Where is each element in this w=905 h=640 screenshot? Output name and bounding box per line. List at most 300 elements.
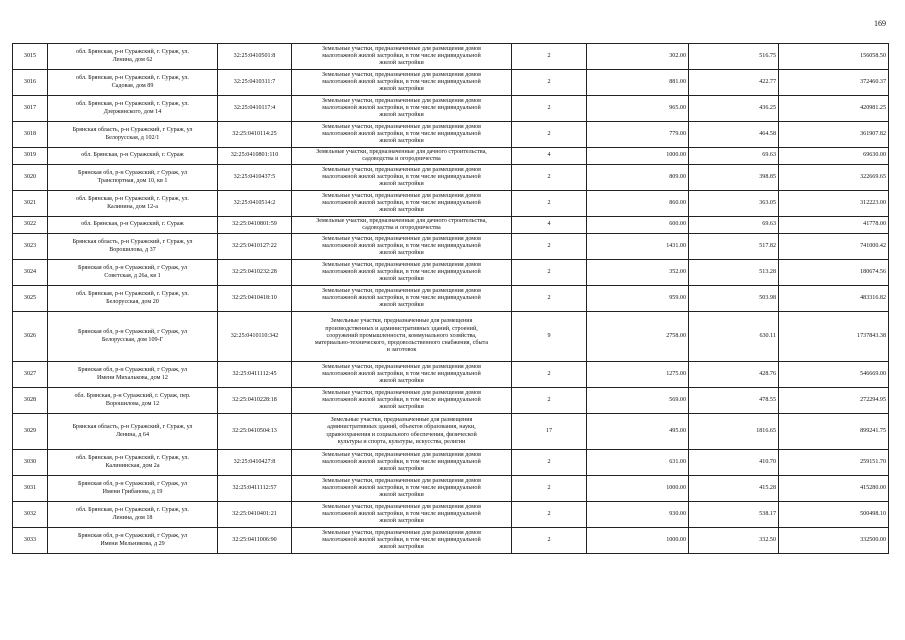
permitted-use-cell [292, 502, 512, 528]
use-category-cell-text: 2 [547, 242, 551, 249]
row-number [13, 450, 48, 476]
specific-value-cell [689, 414, 779, 450]
cadastral-value-cell [779, 70, 889, 96]
permitted-use-cell [292, 96, 512, 122]
address-cell-text: обл. Брянская, р-н Суражский, г. Сураж [81, 221, 184, 228]
cadastral-value-cell-text: 361907.82 [860, 130, 886, 137]
permitted-use-cell-text: Земельные участки, предназначенные для размещения домов малоэтажной жилой застройки, в том числе индивидуальной жилой застройки [321, 503, 482, 525]
table-row [13, 286, 889, 312]
address-cell [48, 148, 218, 165]
address-cell [48, 191, 218, 217]
cadastral-value-cell-text: 372460.37 [860, 78, 886, 85]
row-number-text: 3027 [23, 370, 37, 377]
use-category-cell-text: 2 [547, 458, 551, 465]
permitted-use-cell [292, 414, 512, 450]
use-category-cell [512, 234, 587, 260]
specific-value-cell [689, 148, 779, 165]
use-category-cell [512, 217, 587, 234]
specific-value-cell [689, 476, 779, 502]
cadastral-number-cell [218, 122, 292, 148]
use-category-cell-text: 9 [547, 332, 551, 339]
cadastral-number-cell [218, 476, 292, 502]
specific-value-cell-text: 517.82 [759, 242, 776, 249]
area-cell [587, 217, 689, 234]
cadastral-value-cell [779, 450, 889, 476]
address-cell [48, 528, 218, 554]
table-row [13, 312, 889, 362]
specific-value-cell-text: 422.77 [759, 78, 776, 85]
table-row [13, 165, 889, 191]
cadastral-value-cell-text: 415280.00 [860, 484, 886, 491]
cadastral-value-cell [779, 44, 889, 70]
use-category-cell-text: 2 [547, 536, 551, 543]
cadastral-number-cell-text: 32:25:0410418:10 [232, 294, 277, 301]
area-cell [587, 502, 689, 528]
area-cell-text: 569.00 [669, 396, 686, 403]
address-cell-text: Брянская область, р-н Суражский, г Сураж, ул Белорусская, д 102/1 [72, 127, 193, 141]
area-cell-text: 600.00 [669, 221, 686, 228]
use-category-cell-text: 2 [547, 268, 551, 275]
specific-value-cell [689, 362, 779, 388]
row-number-text: 3024 [23, 268, 37, 275]
row-number [13, 234, 48, 260]
address-cell [48, 450, 218, 476]
address-cell-text: обл. Брянская, р-н Суражский, г. Сураж, ул. Калинина, дом 12-а [76, 196, 189, 210]
row-number [13, 414, 48, 450]
area-cell [587, 286, 689, 312]
specific-value-cell [689, 450, 779, 476]
area-cell-text: 930.00 [669, 510, 686, 517]
cadastral-number-cell [218, 70, 292, 96]
cadastral-number-cell [218, 502, 292, 528]
cadastral-number-cell-text: 32:25:0410232:28 [232, 268, 277, 275]
address-cell-text: обл. Брянская, р-н Суражский, г. Сураж, ул. Ленина, дом 62 [76, 49, 189, 63]
cadastral-value-cell [779, 165, 889, 191]
use-category-cell-text: 2 [547, 130, 551, 137]
cadastral-number-cell [218, 96, 292, 122]
table-row [13, 234, 889, 260]
cadastral-number-cell [218, 165, 292, 191]
cadastral-value-cell [779, 362, 889, 388]
cadastral-value-cell [779, 122, 889, 148]
row-number [13, 217, 48, 234]
cadastral-value-cell-text: 180674.56 [860, 268, 886, 275]
cadastral-number-cell [218, 44, 292, 70]
cadastral-value-cell [779, 260, 889, 286]
use-category-cell [512, 502, 587, 528]
permitted-use-cell [292, 122, 512, 148]
area-cell-text: 1000.00 [666, 152, 686, 159]
use-category-cell [512, 312, 587, 362]
row-number [13, 260, 48, 286]
use-category-cell-text: 2 [547, 173, 551, 180]
table-row [13, 414, 889, 450]
cadastral-number-cell-text: 32:25:0410401:21 [232, 510, 277, 517]
row-number-text: 3026 [23, 332, 37, 339]
use-category-cell [512, 165, 587, 191]
row-number-text: 3022 [23, 221, 37, 228]
area-cell [587, 234, 689, 260]
address-cell-text: Брянская обл, р-н Суражский, г Сураж, ул Белорусская, дом 109-Г [77, 329, 187, 343]
permitted-use-cell-text: Земельные участки, предназначенные для размещения домов малоэтажной жилой застройки, в том числе индивидуальной жилой застройки [321, 363, 482, 385]
cadastral-number-cell-text: 32:25:0410311:7 [233, 78, 276, 85]
specific-value-cell-text: 332.50 [759, 536, 776, 543]
permitted-use-cell [292, 312, 512, 362]
cadastral-value-cell [779, 96, 889, 122]
area-cell [587, 362, 689, 388]
area-cell-text: 495.00 [669, 427, 686, 434]
specific-value-cell-text: 69.63 [762, 221, 776, 228]
specific-value-cell-text: 1816.65 [756, 427, 776, 434]
use-category-cell-text: 17 [545, 427, 553, 434]
row-number [13, 362, 48, 388]
permitted-use-cell-text: Земельные участки, предназначенные для размещения домов малоэтажной жилой застройки, в том числе индивидуальной жилой застройки [321, 477, 482, 499]
use-category-cell-text: 4 [547, 221, 551, 228]
use-category-cell [512, 191, 587, 217]
area-cell [587, 450, 689, 476]
permitted-use-cell-text: Земельные участки, предназначенные для размещения домов малоэтажной жилой застройки, в том числе индивидуальной жилой застройки [321, 389, 482, 411]
table-row [13, 260, 889, 286]
permitted-use-cell-text: Земельные участки, предназначенные для размещения домов малоэтажной жилой застройки, в том числе индивидуальной жилой застройки [321, 166, 482, 188]
permitted-use-cell [292, 165, 512, 191]
use-category-cell [512, 44, 587, 70]
row-number-text: 3015 [23, 52, 37, 59]
row-number-text: 3025 [23, 294, 37, 301]
cadastral-number-cell [218, 528, 292, 554]
specific-value-cell [689, 165, 779, 191]
address-cell-text: обл. Брянская, р-н Суражский, г. Сураж, ул. Белорусская, дом 20 [76, 291, 189, 305]
use-category-cell [512, 414, 587, 450]
specific-value-cell [689, 70, 779, 96]
address-cell [48, 414, 218, 450]
row-number-text: 3019 [23, 152, 37, 159]
use-category-cell [512, 260, 587, 286]
cadastral-value-cell-text: 899241.75 [860, 427, 886, 434]
cadastral-value-cell [779, 148, 889, 165]
row-number [13, 70, 48, 96]
area-cell-text: 1275.00 [666, 370, 686, 377]
area-cell-text: 1431.00 [666, 242, 686, 249]
address-cell [48, 312, 218, 362]
permitted-use-cell-text: Земельные участки, предназначенные для размещения домов малоэтажной жилой застройки, в том числе индивидуальной жилой застройки [321, 123, 482, 145]
cadastral-value-cell [779, 217, 889, 234]
cadastral-number-cell-text: 32:25:0411112:57 [232, 484, 277, 491]
table-row [13, 217, 889, 234]
permitted-use-cell-text: Земельные участки, предназначенные для размещения домов малоэтажной жилой застройки, в том числе индивидуальной жилой застройки [321, 97, 482, 119]
cadastral-number-cell [218, 286, 292, 312]
specific-value-cell [689, 286, 779, 312]
cadastral-number-cell [218, 388, 292, 414]
specific-value-cell-text: 436.25 [759, 104, 776, 111]
cadastral-value-cell-text: 741000.42 [860, 242, 886, 249]
use-category-cell [512, 450, 587, 476]
permitted-use-cell [292, 44, 512, 70]
specific-value-cell [689, 217, 779, 234]
address-cell-text: Брянская обл, р-н Суражский, г Сураж, ул Имени Михалькова, дом 12 [77, 367, 187, 381]
cadastral-value-cell [779, 414, 889, 450]
address-cell-text: Брянская обл, р-н Суражский, г Сураж, ул Транспортная, дом 10, кв 1 [77, 170, 187, 184]
cadastral-number-cell-text: 32:25:0410514:2 [233, 199, 276, 206]
use-category-cell-text: 2 [547, 484, 551, 491]
address-cell [48, 234, 218, 260]
permitted-use-cell [292, 191, 512, 217]
table-row [13, 44, 889, 70]
address-cell-text: Брянская обл, р-н Суражский, г Сураж, ул Советская, д 26а, кв 1 [77, 265, 187, 279]
cadastral-value-cell-text: 332500.00 [860, 536, 886, 543]
row-number [13, 165, 48, 191]
specific-value-cell-text: 398.85 [759, 173, 776, 180]
permitted-use-cell [292, 450, 512, 476]
cadastral-value-cell [779, 191, 889, 217]
area-cell-text: 631.00 [669, 458, 686, 465]
row-number-text: 3031 [23, 484, 37, 491]
row-number-text: 3016 [23, 78, 37, 85]
address-cell-text: обл. Брянская, р-н Суражский, г. Сураж, ул. Садовая, дом 89 [76, 75, 189, 89]
cadastral-value-cell-text: 420981.25 [860, 104, 886, 111]
area-cell-text: 965.00 [669, 104, 686, 111]
table-row [13, 476, 889, 502]
row-number-text: 3029 [23, 427, 37, 434]
row-number [13, 312, 48, 362]
area-cell [587, 312, 689, 362]
use-category-cell-text: 2 [547, 294, 551, 301]
specific-value-cell-text: 630.11 [759, 332, 776, 339]
specific-value-cell [689, 388, 779, 414]
cadastral-number-cell-text: 32:25:0410117:4 [233, 104, 276, 111]
area-cell-text: 860.00 [669, 199, 686, 206]
cadastral-number-cell-text: 32:25:0410437:5 [233, 173, 276, 180]
cadastral-number-cell [218, 234, 292, 260]
specific-value-cell-text: 503.98 [759, 294, 776, 301]
row-number-text: 3030 [23, 458, 37, 465]
permitted-use-cell [292, 286, 512, 312]
address-cell [48, 362, 218, 388]
cadastral-number-cell-text: 32:25:0410801:59 [232, 221, 277, 228]
cadastral-number-cell-text: 32:25:0410110:342 [230, 332, 279, 339]
use-category-cell-text: 4 [547, 152, 551, 159]
address-cell [48, 70, 218, 96]
area-cell-text: 1000.00 [666, 536, 686, 543]
specific-value-cell-text: 428.76 [759, 370, 776, 377]
cadastral-value-cell [779, 528, 889, 554]
area-cell-text: 1000.00 [666, 484, 686, 491]
cadastral-value-cell-text: 483316.82 [860, 294, 886, 301]
cadastral-value-cell-text: 272294.95 [860, 396, 886, 403]
cadastral-value-cell [779, 286, 889, 312]
permitted-use-cell-text: Земельные участки, предназначенные для размещения производственных и административных зданий, строений, сооружений промышленности, коммунального хозяйства, материально-технического, продовольственного снабжения, сбыта и заготовок [314, 318, 489, 354]
row-number [13, 96, 48, 122]
specific-value-cell-text: 538.17 [759, 510, 776, 517]
row-number [13, 528, 48, 554]
address-cell [48, 44, 218, 70]
use-category-cell [512, 388, 587, 414]
address-cell [48, 388, 218, 414]
specific-value-cell-text: 69.63 [762, 152, 776, 159]
area-cell [587, 528, 689, 554]
address-cell [48, 165, 218, 191]
address-cell [48, 96, 218, 122]
cadastral-number-cell [218, 450, 292, 476]
specific-value-cell-text: 415.28 [759, 484, 776, 491]
area-cell-text: 959.00 [669, 294, 686, 301]
address-cell-text: обл. Брянская, р-н Суражский, г. Сураж, пер. Ворошилова, дом 12 [74, 393, 191, 407]
use-category-cell [512, 476, 587, 502]
address-cell-text: обл. Брянская, р-н Суражский, г. Сураж, ул. Дзержинского, дом 14 [76, 101, 189, 115]
address-cell-text: обл. Брянская, р-н Суражский, г. Сураж, ул. Калининская, дом 2а [76, 455, 189, 469]
address-cell-text: Брянская область, р-н Суражский, г Сураж, ул Ленина, д 64 [72, 424, 193, 438]
cadastral-number-cell [218, 148, 292, 165]
cadastral-value-cell [779, 476, 889, 502]
specific-value-cell-text: 410.70 [759, 458, 776, 465]
area-cell-text: 302.00 [669, 52, 686, 59]
area-cell [587, 70, 689, 96]
cadastral-number-cell [218, 312, 292, 362]
permitted-use-cell-text: Земельные участки, предназначенные для размещения домов малоэтажной жилой застройки, в том числе индивидуальной жилой застройки [321, 261, 482, 283]
permitted-use-cell-text: Земельные участки, предназначенные для размещения домов малоэтажной жилой застройки, в том числе индивидуальной жилой застройки [321, 235, 482, 257]
address-cell-text: обл. Брянская, р-н Суражский, г. Сураж [81, 152, 184, 159]
use-category-cell [512, 362, 587, 388]
use-category-cell [512, 96, 587, 122]
permitted-use-cell [292, 70, 512, 96]
area-cell [587, 388, 689, 414]
cadastral-number-cell [218, 191, 292, 217]
cadastral-number-cell-text: 32:25:0410504:13 [232, 427, 277, 434]
row-number-text: 3017 [23, 104, 37, 111]
table-row [13, 502, 889, 528]
area-cell [587, 44, 689, 70]
use-category-cell [512, 148, 587, 165]
table-row [13, 450, 889, 476]
specific-value-cell-text: 513.28 [759, 268, 776, 275]
address-cell-text: обл. Брянская, р-н Суражский, г. Сураж, ул. Ленина, дом 18 [76, 507, 189, 521]
cadastral-number-cell [218, 414, 292, 450]
specific-value-cell-text: 464.58 [759, 130, 776, 137]
cadastral-number-cell [218, 362, 292, 388]
specific-value-cell [689, 96, 779, 122]
specific-value-cell-text: 516.75 [759, 52, 776, 59]
row-number-text: 3028 [23, 396, 37, 403]
row-number-text: 3023 [23, 242, 37, 249]
use-category-cell-text: 2 [547, 104, 551, 111]
cadastral-value-cell-text: 312223.00 [860, 199, 886, 206]
specific-value-cell [689, 502, 779, 528]
cadastral-value-cell-text: 1737843.38 [857, 332, 886, 339]
row-number [13, 388, 48, 414]
permitted-use-cell [292, 362, 512, 388]
permitted-use-cell [292, 217, 512, 234]
address-cell [48, 122, 218, 148]
specific-value-cell [689, 528, 779, 554]
use-category-cell-text: 2 [547, 199, 551, 206]
cadastral-value-cell-text: 41778.00 [863, 221, 886, 228]
row-number [13, 44, 48, 70]
row-number [13, 191, 48, 217]
table-row [13, 96, 889, 122]
area-cell-text: 779.00 [669, 130, 686, 137]
row-number-text: 3018 [23, 130, 37, 137]
cadastral-value-cell [779, 388, 889, 414]
use-category-cell [512, 70, 587, 96]
cadastral-value-cell-text: 546669.00 [860, 370, 886, 377]
area-cell [587, 148, 689, 165]
use-category-cell [512, 286, 587, 312]
address-cell-text: Брянская область, р-н Суражский, г Сураж, ул Ворошилова, д 37 [72, 239, 193, 253]
specific-value-cell [689, 260, 779, 286]
row-number [13, 502, 48, 528]
use-category-cell [512, 122, 587, 148]
area-cell-text: 2758.00 [666, 332, 686, 339]
permitted-use-cell-text: Земельные участки, предназначенные для размещения административных зданий, объектов образования, науки, здравоохранения и социального обеспечения, физической культуры и спорта, культуры, искусства, религии [326, 417, 477, 445]
table-row [13, 191, 889, 217]
address-cell [48, 502, 218, 528]
address-cell-text: Брянская обл, р-н Суражский, г Сураж, ул Имени Мельникова, д 29 [77, 533, 187, 547]
area-cell-text: 352.00 [669, 268, 686, 275]
specific-value-cell [689, 191, 779, 217]
cadastral-value-cell [779, 502, 889, 528]
area-cell-text: 881.00 [669, 78, 686, 85]
cadastral-number-cell-text: 32:25:0410427:8 [233, 458, 276, 465]
permitted-use-cell-text: Земельные участки, предназначенные для размещения домов малоэтажной жилой застройки, в том числе индивидуальной жилой застройки [321, 287, 482, 309]
cadastral-value-cell-text: 322669.65 [860, 173, 886, 180]
area-cell [587, 414, 689, 450]
permitted-use-cell-text: Земельные участки, предназначенные для размещения домов малоэтажной жилой застройки, в том числе индивидуальной жилой застройки [321, 71, 482, 93]
area-cell [587, 476, 689, 502]
table-row [13, 388, 889, 414]
permitted-use-cell [292, 148, 512, 165]
table-row [13, 70, 889, 96]
permitted-use-cell-text: Земельные участки, предназначенные для размещения домов малоэтажной жилой застройки, в том числе индивидуальной жилой застройки [321, 45, 482, 67]
use-category-cell-text: 2 [547, 78, 551, 85]
table-row [13, 362, 889, 388]
table-row [13, 528, 889, 554]
land-registry-table [12, 43, 889, 554]
specific-value-cell [689, 122, 779, 148]
address-cell [48, 260, 218, 286]
use-category-cell-text: 2 [547, 370, 551, 377]
cadastral-value-cell [779, 312, 889, 362]
specific-value-cell-text: 478.55 [759, 396, 776, 403]
row-number [13, 122, 48, 148]
cadastral-number-cell-text: 32:25:0410501:8 [233, 52, 276, 59]
specific-value-cell [689, 234, 779, 260]
permitted-use-cell [292, 476, 512, 502]
cadastral-number-cell [218, 260, 292, 286]
cadastral-number-cell-text: 32:25:0410114:25 [232, 130, 277, 137]
row-number [13, 476, 48, 502]
use-category-cell-text: 2 [547, 510, 551, 517]
address-cell [48, 476, 218, 502]
cadastral-number-cell-text: 32:25:0411006:90 [232, 536, 277, 543]
row-number [13, 148, 48, 165]
row-number-text: 3021 [23, 199, 37, 206]
cadastral-number-cell-text: 32:25:0410801:110 [230, 152, 279, 159]
use-category-cell-text: 2 [547, 396, 551, 403]
row-number-text: 3033 [23, 536, 37, 543]
cadastral-value-cell-text: 500498.10 [860, 510, 886, 517]
area-cell [587, 165, 689, 191]
cadastral-number-cell-text: 32:25:0410228:18 [232, 396, 277, 403]
use-category-cell-text: 2 [547, 52, 551, 59]
specific-value-cell-text: 363.05 [759, 199, 776, 206]
area-cell [587, 122, 689, 148]
row-number [13, 286, 48, 312]
cadastral-number-cell [218, 217, 292, 234]
permitted-use-cell [292, 260, 512, 286]
permitted-use-cell-text: Земельные участки, предназначенные для дачного строительства, садоводства и огородничества [316, 148, 487, 162]
page-number: 169 [874, 19, 886, 28]
table-body [13, 44, 889, 554]
address-cell-text: Брянская обл, р-н Суражский, г Сураж, ул Имени Грибанова, д 19 [77, 481, 187, 495]
